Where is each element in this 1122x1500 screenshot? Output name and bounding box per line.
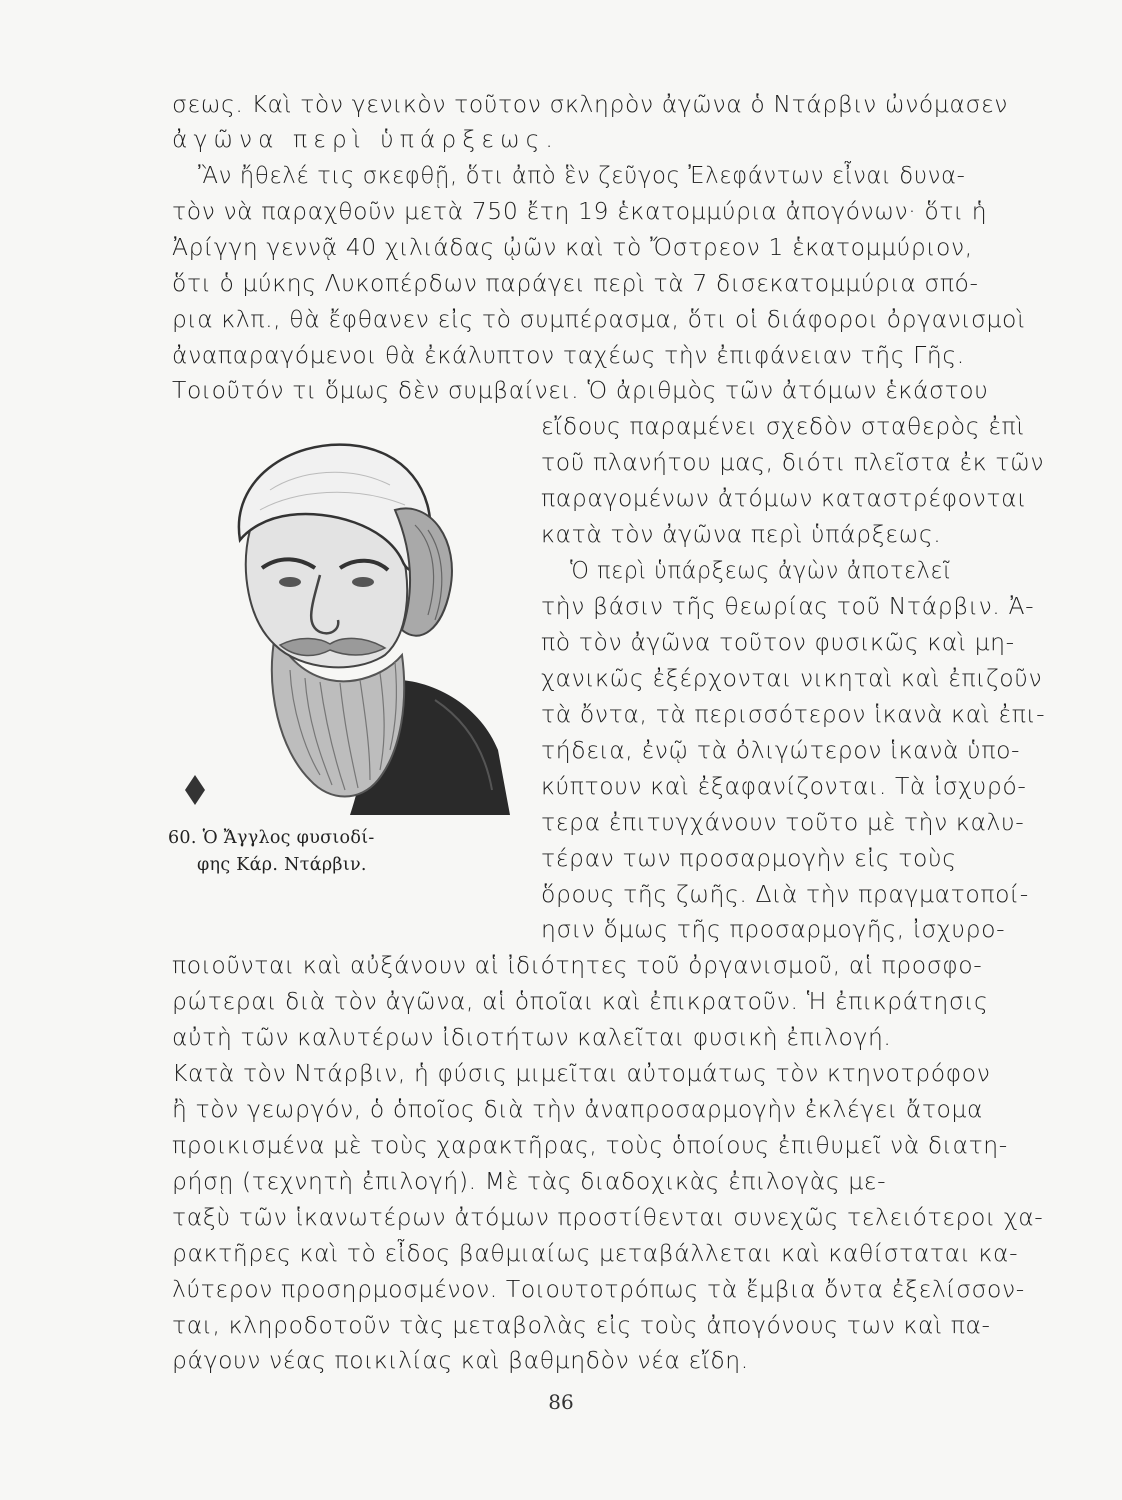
figure-caption: 60. Ὁ Ἄγγλος φυσιοδί- — [168, 828, 375, 848]
text-line: κύπτουν καὶ ἐξαφανίζονται. Τὰ ἰσχυρό- — [541, 772, 1027, 800]
text-line: ἢ τὸν γεωργόν, ὁ ὁποῖος διὰ τὴν ἀναπροσαρμογὴν ἐκλέγει ἄτομα — [172, 1095, 984, 1123]
text-line: ὅτι ὁ μύκης Λυκοπέρδων παράγει περὶ τὰ 7 δισεκατομμύρια σπό- — [172, 269, 979, 297]
text-line: εἴδους παραμένει σχεδὸν σταθερὸς ἐπὶ — [541, 412, 1025, 440]
text-line: ράγουν νέας ποικιλίας καὶ βαθμηδὸν νέα εἴδη. — [172, 1346, 749, 1374]
text-line: Κατὰ τὸν Ντάρβιν, ἡ φύσις μιμεῖται αὐτομάτως τὸν κτηνοτρόφον — [172, 1059, 991, 1087]
text-line: ρακτῆρες καὶ τὸ εἶδος βαθμιαίως μεταβάλλεται καὶ καθίσταται κα- — [172, 1239, 1019, 1267]
text-line: σεως. Καὶ τὸν γενικὸν τοῦτον σκληρὸν ἀγῶνα ὁ Ντάρβιν ὠνόμασεν — [172, 90, 1008, 118]
text-line: τὰ ὄντα, τὰ περισσότερον ἱκανὰ καὶ ἐπι- — [541, 700, 1046, 728]
text-line: λύτερον προσηρμοσμένον. Τοιουτοτρόπως τὰ ἔμβια ὄντα ἐξελίσσον- — [172, 1275, 1025, 1303]
text-line: τήδεια, ἐνῷ τὰ ὀλιγώτερον ἱκανὰ ὑπο- — [541, 736, 1021, 764]
text-line: ται, κληροδοτοῦν τὰς μεταβολὰς εἰς τοὺς ἀπογόνους των καὶ πα- — [172, 1311, 991, 1339]
text-line: τὸν νὰ παραχθοῦν μετὰ 750 ἔτη 19 ἑκατομμύρια ἀπογόνων· ὅτι ἡ — [172, 197, 988, 225]
text-line: Ἀρίγγη γεννᾷ 40 χιλιάδας ᾠῶν καὶ τὸ Ὄστρεον 1 ἑκατομμύριον, — [172, 233, 973, 261]
text-line: ποιοῦνται καὶ αὐξάνουν αἱ ἰδιότητες τοῦ ὀργανισμοῦ, αἱ προσφο- — [172, 951, 983, 979]
text-line: Ὁ περὶ ὑπάρξεως ἀγὼν ἀποτελεῖ — [570, 556, 952, 584]
text-line: χανικῶς ἐξέρχονται νικηταὶ καὶ ἐπιζοῦν — [541, 664, 1043, 692]
darwin-portrait-image — [180, 430, 515, 820]
text-line: τοῦ πλανήτου μας, διότι πλεῖστα ἐκ τῶν — [541, 448, 1045, 476]
text-line: Ἂν ἤθελέ τις σκεφθῇ, ὅτι ἀπὸ ἓν ζεῦγος Ἐλεφάντων εἶναι δυνα- — [198, 161, 966, 189]
text-line: ἀγῶνα περὶ ὑπάρξεως. — [172, 125, 559, 153]
text-line: πὸ τὸν ἀγῶνα τοῦτον φυσικῶς καὶ μη- — [541, 628, 1015, 656]
text-line: αὐτὴ τῶν καλυτέρων ἰδιοτήτων καλεῖται φυσικὴ ἐπιλογή. — [172, 1023, 892, 1051]
text-line: κατὰ τὸν ἀγῶνα περὶ ὑπάρξεως. — [541, 520, 942, 548]
text-line: ρήσῃ (τεχνητὴ ἐπιλογή). Μὲ τὰς διαδοχικὰς ἐπιλογὰς με- — [172, 1167, 887, 1195]
text-line: ρια κλπ., θὰ ἔφθανεν εἰς τὸ συμπέρασμα, ὅτι οἱ διάφοροι ὀργανισμοὶ — [172, 305, 1026, 333]
text-line: ἀναπαραγόμενοι θὰ ἐκάλυπτον ταχέως τὴν ἐπιφάνειαν τῆς Γῆς. — [172, 341, 965, 369]
figure-caption: φης Κάρ. Ντάρβιν. — [197, 855, 367, 875]
text-line: ρώτεραι διὰ τὸν ἀγῶνα, αἱ ὁποῖαι καὶ ἐπικρατοῦν. Ἡ ἐπικράτησις — [172, 987, 989, 1015]
text-line: τὴν βάσιν τῆς θεωρίας τοῦ Ντάρβιν. Ἀ- — [541, 592, 1035, 620]
page-number: 86 — [548, 1390, 574, 1414]
text-line: τέραν των προσαρμογὴν εἰς τοὺς — [541, 844, 957, 872]
text-line: ὅρους τῆς ζωῆς. Διὰ τὴν πραγματοποί- — [541, 880, 1029, 908]
text-line: προικισμένα μὲ τοὺς χαρακτῆρας, τοὺς ὁποίους ἐπιθυμεῖ νὰ διατη- — [172, 1131, 1008, 1159]
text-line: ησιν ὅμως τῆς προσαρμογῆς, ἰσχυρο- — [541, 915, 1006, 943]
text-line: ταξὺ τῶν ἱκανωτέρων ἀτόμων προστίθενται συνεχῶς τελειότεροι χα- — [172, 1203, 1044, 1231]
text-line: παραγομένων ἀτόμων καταστρέφονται — [541, 484, 1027, 512]
text-line: Τοιοῦτόν τι ὅμως δὲν συμβαίνει. Ὁ ἀριθμὸς τῶν ἀτόμων ἑκάστου — [172, 376, 989, 404]
text-line: τερα ἐπιτυγχάνουν τοῦτο μὲ τὴν καλυ- — [541, 808, 1025, 836]
